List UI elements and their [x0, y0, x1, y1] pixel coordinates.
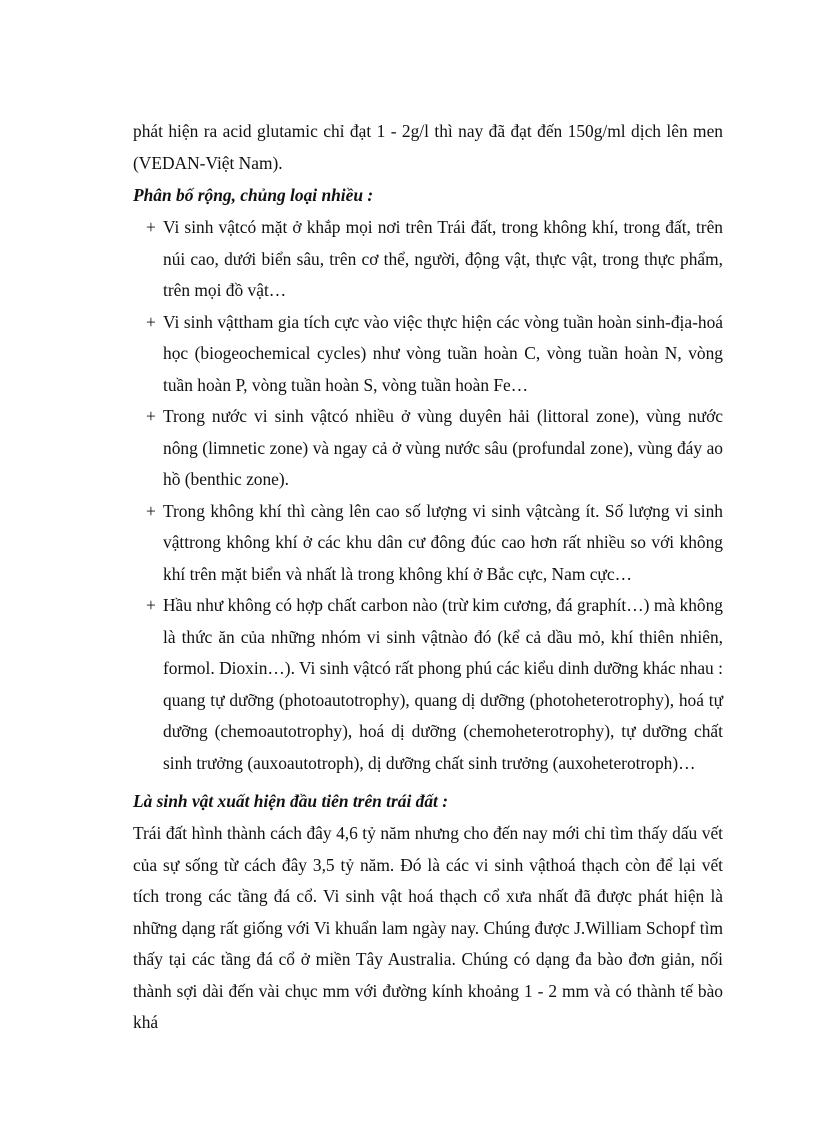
list-item — [133, 496, 723, 591]
list-item-text: Vi sinh vậtcó mặt ở khắp mọi nơi trên Trái đất, trong không khí, trong đất, trên núi cao, dưới biển sâu, trên cơ thể, người, động vật, thực vật, trong thực phẩm, trên mọi đồ vật… — [163, 217, 723, 300]
section-heading-distribution: Phân bố rộng, chủng loại nhiều : — [133, 185, 374, 205]
list-item-text: Trong không khí thì càng lên cao số lượng vi sinh vậtcàng ít. Số lượng vi sinh vậttrong không khí ở các khu dân cư đông đúc cao hơn rất nhiều so với không khí trên mặt biển và nhất là trong không khí ở Bắc cực, Nam cực… — [163, 500, 723, 584]
first-life-paragraph: Trái đất hình thành cách đây 4,6 tỷ năm nhưng cho đến nay mới chỉ tìm thấy dấu vết của sự sống từ cách đây 3,5 tỷ năm. Đó là các vi sinh vậthoá thạch còn để lại vết tích trong các tầng đá cổ. Vi sinh vật hoá thạch cổ xưa nhất đã được phát hiện là những dạng rất giống với Vi khuẩn lam ngày nay. Chúng được J.William Schopf tìm thấy tại các tầng đá cổ ở miền Tây Australia. Chúng có dạng đa bào đơn giản, nối thành sợi dài đến vài chục mm với đường kính khoảng 1 - 2 mm và có thành tế bào khá — [133, 823, 723, 1032]
list-item — [133, 212, 723, 307]
section-heading-first-life: Là sinh vật xuất hiện đầu tiên trên trái đất : — [133, 791, 449, 811]
list-item — [133, 307, 723, 402]
bullet-marker: + — [146, 217, 156, 237]
intro-paragraph: phát hiện ra acid glutamic chỉ đạt 1 - 2g/l thì nay đã đạt đến 150g/ml dịch lên men (VEDAN-Việt Nam). — [133, 121, 723, 173]
distribution-list — [133, 212, 723, 779]
list-item-text: Vi sinh vậttham gia tích cực vào việc thực hiện các vòng tuần hoàn sinh-địa-hoá học (biogeochemical cycles) như vòng tuần hoàn C, vòng tuần hoàn N, vòng tuần hoàn P, vòng tuần hoàn S, vòng tuần hoàn Fe… — [163, 311, 723, 395]
bullet-marker: + — [146, 500, 156, 521]
bullet-marker: + — [146, 311, 156, 332]
list-item-text: Hầu như không có hợp chất carbon nào (trừ kim cương, đá graphít…) mà không là thức ăn của những nhóm vi sinh vậtnào đó (kể cả dầu mỏ, khí thiên nhiên, formol. Dioxin…). Vi sinh vậtcó rất phong phú các kiểu dinh dưỡng khác nhau : quang tự dưỡng (photoautotrophy), quang dị dưỡng (photoheterotrophy), hoá tự dưỡng (chemoautotrophy), hoá dị dưỡng (chemoheterotrophy), tự dưỡng chất sinh trưởng (auxoautotroph), dị dưỡng chất sinh trưởng (auxoheterotroph)… — [163, 595, 723, 773]
bullet-marker: + — [146, 406, 156, 426]
list-item — [133, 590, 723, 779]
bullet-marker: + — [146, 595, 156, 615]
list-item-text: Trong nước vi sinh vậtcó nhiều ở vùng duyên hải (littoral zone), vùng nước nông (limnetic zone) và ngay cả ở vùng nước sâu (profundal zone), vùng đáy ao hồ (benthic zone). — [163, 406, 723, 489]
list-item — [133, 401, 723, 496]
